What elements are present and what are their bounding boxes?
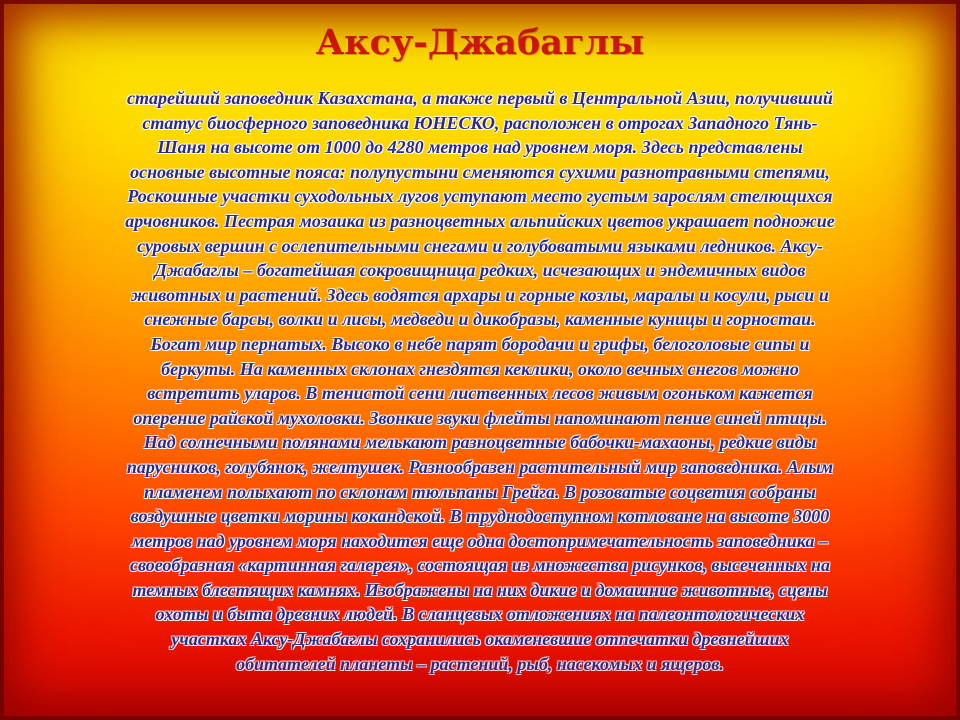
text-line: своеобразная «картинная галерея», состоящая из множества рисунков, высеченных на	[129, 555, 830, 576]
text-line: беркуты. На каменных склонах гнездятся кеклики, около вечных снегов можно	[161, 358, 799, 379]
text-line: статус биосферного заповедника ЮНЕСКО, расположен в отрогах Западного Тянь-	[142, 112, 818, 133]
text-line: парусников, голубянок, желтушек. Разнообразен растительный мир заповедника. Алым	[126, 456, 834, 477]
text-line: пламенем полыхают по склонам тюльпаны Грейга. В розоватые соцветия собраны	[144, 481, 816, 502]
text-line: участках Аксу-Джабаглы сохранились окаменевшие отпечатки древнейших	[171, 629, 789, 650]
text-line: животных и растений. Здесь водятся архары и горные козлы, маралы и косули, рыси и	[131, 284, 829, 305]
slide-body-text	[55, 86, 905, 676]
text-line: основные высотные пояса: полупустыни сменяются сухими разнотравными степями,	[130, 161, 830, 182]
text-line: арчовников. Пестрая мозаика из разноцветных альпийских цветов украшает подножие	[125, 210, 835, 231]
text-line: снежные барсы, волки и лисы, медведи и дикобразы, каменные куницы и горностаи.	[144, 309, 816, 330]
text-line: старейший заповедник Казахстана, а также первый в Центральной Азии, получивший	[127, 88, 833, 108]
text-line: воздушные цветки морины кокандской. В труднодоступном котловане на высоте 3000	[130, 506, 830, 527]
text-line: Шаня на высоте от 1000 до 4280 метров над уровнем моря. Здесь представлены	[157, 137, 803, 158]
slide-title: Аксу-Джабаглы	[315, 22, 645, 63]
text-line: суровых вершин с ослепительными снегами и голубоватыми языками ледников. Аксу-	[137, 235, 823, 256]
text-line: темных блестящих камнях. Изображены на них дикие и домашние животные, сцены	[132, 579, 828, 600]
text-line: Богат мир пернатых. Высоко в небе парят бородачи и грифы, белоголовые сипы и	[150, 333, 810, 354]
text-line: оперение райской мухоловки. Звонкие звуки флейты напоминают пение синей птицы.	[133, 407, 827, 428]
text-line: Джабаглы – богатейшая сокровищница редких, исчезающих и эндемичных видов	[154, 260, 806, 281]
text-line: встретить уларов. В тенистой сени лиственных лесов живым огоньком кажется	[147, 383, 813, 404]
text-line: охоты и быта древних людей. В сланцевых отложениях на палеонтологических	[155, 604, 805, 625]
text-line: Над солнечными полянами мелькают разноцветные бабочки-махаоны, редкие виды	[143, 432, 817, 453]
text-line: Роскошные участки суходольных лугов уступают место густым зарослям стелющихся	[127, 186, 833, 207]
text-line: метров над уровнем моря находится еще одна достопримечательность заповедника –	[132, 530, 828, 551]
text-line: обитателей планеты – растений, рыб, насекомых и ящеров.	[236, 653, 724, 674]
